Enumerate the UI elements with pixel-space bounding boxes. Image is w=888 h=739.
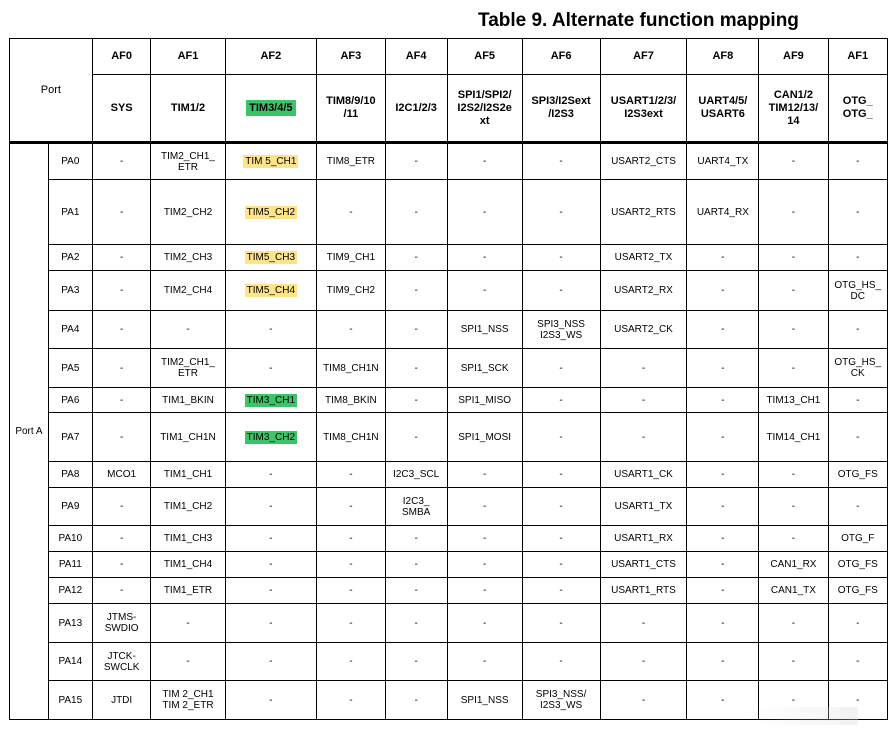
function-cell: USART2_CTS [600, 143, 687, 180]
function-cell: - [317, 643, 385, 681]
function-cell: OTG_HS_ DC [828, 271, 887, 311]
function-cell: USART2_RTS [600, 180, 687, 245]
highlighted-function: TIM3_CH2 [246, 431, 296, 443]
table-row [10, 462, 888, 488]
function-cell: - [759, 245, 828, 271]
function-cell: - [522, 604, 600, 643]
function-cell: CAN1_RX [759, 552, 828, 578]
function-cell: - [522, 552, 600, 578]
function-cell [225, 271, 317, 311]
table-row [10, 578, 888, 604]
function-cell: - [828, 681, 887, 720]
function-cell: - [600, 388, 687, 413]
function-cell: - [687, 271, 759, 311]
port-group-label: Port A [10, 143, 49, 720]
table-row [10, 388, 888, 413]
function-cell: USART1_CTS [600, 552, 687, 578]
function-cell: - [385, 311, 447, 349]
function-cell [225, 245, 317, 271]
alternate-function-table [9, 38, 888, 720]
af-header: AF3 [317, 39, 385, 75]
pin-name: PA0 [48, 143, 92, 180]
table-title: Table 9. Alternate function mapping [478, 10, 799, 31]
function-cell: USART2_TX [600, 245, 687, 271]
function-cell: TIM13_CH1 [759, 388, 828, 413]
af-header: AF4 [385, 39, 447, 75]
function-cell: - [317, 311, 385, 349]
function-cell: - [759, 681, 828, 720]
function-cell: TIM1_ETR [151, 578, 225, 604]
function-cell: TIM2_CH2 [151, 180, 225, 245]
function-cell: - [92, 578, 151, 604]
function-cell: - [385, 643, 447, 681]
function-cell: JTMS- SWDIO [92, 604, 151, 643]
function-cell: - [92, 271, 151, 311]
function-cell: - [447, 578, 522, 604]
table-row [10, 488, 888, 526]
function-cell: - [225, 526, 317, 552]
af-function-header: CAN1/2 TIM12/13/ 14 [759, 75, 828, 143]
function-cell: - [687, 349, 759, 388]
function-cell: - [317, 180, 385, 245]
table-row [10, 143, 888, 180]
function-cell: - [385, 180, 447, 245]
function-cell: - [522, 462, 600, 488]
function-cell: - [447, 526, 522, 552]
function-cell: TIM1_CH1 [151, 462, 225, 488]
function-cell: - [687, 604, 759, 643]
function-cell: - [225, 681, 317, 720]
function-cell: - [828, 643, 887, 681]
af-function-header: TIM8/9/10 /11 [317, 75, 385, 143]
function-cell: I2C3_SCL [385, 462, 447, 488]
af-function-header: SPI3/I2Sext /I2S3 [522, 75, 600, 143]
function-cell: - [687, 413, 759, 462]
function-cell: TIM9_CH2 [317, 271, 385, 311]
af-function-header [225, 75, 317, 143]
af-function-header: USART1/2/3/ I2S3ext [600, 75, 687, 143]
function-cell: TIM8_CH1N [317, 413, 385, 462]
function-cell: - [225, 311, 317, 349]
table-row [10, 413, 888, 462]
function-cell: - [92, 245, 151, 271]
function-cell: - [600, 413, 687, 462]
function-cell: - [447, 271, 522, 311]
function-cell: - [317, 604, 385, 643]
function-cell: - [317, 681, 385, 720]
af-function-header: TIM1/2 [151, 75, 225, 143]
table-row [10, 271, 888, 311]
pin-name: PA12 [48, 578, 92, 604]
function-cell: - [92, 388, 151, 413]
function-cell: - [385, 388, 447, 413]
function-cell: - [828, 604, 887, 643]
function-cell: - [759, 311, 828, 349]
function-cell: - [225, 488, 317, 526]
function-cell: SPI1_SCK [447, 349, 522, 388]
function-cell: TIM1_CH1N [151, 413, 225, 462]
function-cell: - [385, 413, 447, 462]
function-cell: TIM2_CH1_ ETR [151, 349, 225, 388]
function-cell: - [385, 271, 447, 311]
function-cell: - [151, 643, 225, 681]
function-cell: USART1_CK [600, 462, 687, 488]
function-cell: - [522, 245, 600, 271]
function-cell: - [759, 462, 828, 488]
function-cell: - [317, 488, 385, 526]
function-cell: TIM2_CH3 [151, 245, 225, 271]
highlighted-function: TIM 5_CH1 [245, 156, 297, 167]
function-cell: TIM8_BKIN [317, 388, 385, 413]
function-cell: TIM 2_CH1 TIM 2_ETR [151, 681, 225, 720]
function-cell: - [225, 462, 317, 488]
function-cell: - [828, 413, 887, 462]
function-cell: SPI1_MOSI [447, 413, 522, 462]
function-cell: - [385, 245, 447, 271]
function-cell: - [447, 143, 522, 180]
function-cell: - [92, 526, 151, 552]
function-cell: - [522, 526, 600, 552]
function-cell: - [522, 643, 600, 681]
highlighted-function: TIM3_CH1 [246, 394, 296, 406]
function-cell: - [447, 488, 522, 526]
function-cell: OTG_FS [828, 578, 887, 604]
pin-name: PA5 [48, 349, 92, 388]
function-cell: - [225, 552, 317, 578]
function-cell [225, 413, 317, 462]
pin-name: PA15 [48, 681, 92, 720]
function-cell: USART2_RX [600, 271, 687, 311]
af-header: AF2 [225, 39, 317, 75]
function-cell: - [828, 388, 887, 413]
af-header: AF9 [759, 39, 828, 75]
function-cell: OTG_F [828, 526, 887, 552]
function-cell: - [385, 604, 447, 643]
function-cell: - [828, 143, 887, 180]
function-cell: - [759, 143, 828, 180]
function-cell: - [828, 180, 887, 245]
function-cell [225, 388, 317, 413]
function-cell: - [447, 604, 522, 643]
function-cell: - [447, 462, 522, 488]
function-cell: TIM8_CH1N [317, 349, 385, 388]
af-header: AF0 [92, 39, 151, 75]
function-cell [225, 143, 317, 180]
function-cell: - [385, 552, 447, 578]
function-cell [225, 180, 317, 245]
af-function-header: I2C1/2/3 [385, 75, 447, 143]
pin-name: PA7 [48, 413, 92, 462]
function-cell: USART1_RTS [600, 578, 687, 604]
function-cell: - [447, 643, 522, 681]
function-cell: - [385, 526, 447, 552]
af-function-header: UART4/5/ USART6 [687, 75, 759, 143]
function-cell: USART1_TX [600, 488, 687, 526]
table-row [10, 552, 888, 578]
table-row [10, 643, 888, 681]
function-cell: - [522, 349, 600, 388]
function-cell: - [92, 413, 151, 462]
function-cell: TIM1_CH2 [151, 488, 225, 526]
function-cell: SPI1_MISO [447, 388, 522, 413]
function-cell: - [687, 388, 759, 413]
function-cell: - [317, 526, 385, 552]
function-cell: - [522, 271, 600, 311]
function-cell: - [687, 578, 759, 604]
function-cell: - [385, 143, 447, 180]
function-cell: - [92, 552, 151, 578]
table-row [10, 311, 888, 349]
function-cell: - [225, 349, 317, 388]
function-cell: USART2_CK [600, 311, 687, 349]
function-cell: SPI1_NSS [447, 681, 522, 720]
function-cell: OTG_FS [828, 552, 887, 578]
function-cell: - [522, 413, 600, 462]
pin-name: PA14 [48, 643, 92, 681]
function-cell: - [600, 349, 687, 388]
function-cell: - [759, 526, 828, 552]
function-cell: - [759, 180, 828, 245]
function-cell: - [687, 552, 759, 578]
function-cell: - [828, 245, 887, 271]
af-header: AF5 [447, 39, 522, 75]
function-cell: TIM2_CH1_ ETR [151, 143, 225, 180]
function-cell: - [687, 488, 759, 526]
function-cell: - [600, 604, 687, 643]
highlighted-function: TIM5_CH4 [246, 285, 296, 296]
function-cell: - [92, 349, 151, 388]
function-cell: JTCK- SWCLK [92, 643, 151, 681]
function-cell: - [385, 578, 447, 604]
function-cell: - [225, 643, 317, 681]
function-cell: CAN1_TX [759, 578, 828, 604]
function-cell: SPI3_NSS/ I2S3_WS [522, 681, 600, 720]
pin-name: PA6 [48, 388, 92, 413]
function-cell: - [317, 552, 385, 578]
function-cell: - [151, 604, 225, 643]
highlighted-function: TIM5_CH3 [246, 252, 296, 263]
function-cell: - [687, 311, 759, 349]
function-cell: - [759, 349, 828, 388]
pin-name: PA2 [48, 245, 92, 271]
function-cell: OTG_FS [828, 462, 887, 488]
highlighted-function: TIM5_CH2 [246, 206, 296, 218]
function-cell: - [92, 311, 151, 349]
function-cell: SPI1_NSS [447, 311, 522, 349]
table-row [10, 349, 888, 388]
af-function-header: SPI1/SPI2/ I2S2/I2S2e xt [447, 75, 522, 143]
table-row [10, 180, 888, 245]
function-cell: - [687, 462, 759, 488]
function-cell: - [759, 488, 828, 526]
function-cell: - [317, 578, 385, 604]
pin-name: PA1 [48, 180, 92, 245]
function-cell: - [385, 349, 447, 388]
table-row [10, 526, 888, 552]
function-cell: - [600, 681, 687, 720]
function-cell: - [385, 681, 447, 720]
af-header: AF8 [687, 39, 759, 75]
function-cell: - [522, 578, 600, 604]
function-cell: - [447, 552, 522, 578]
af-header: AF7 [600, 39, 687, 75]
function-cell: - [317, 462, 385, 488]
function-cell: - [828, 311, 887, 349]
pin-name: PA13 [48, 604, 92, 643]
function-cell: I2C3_ SMBA [385, 488, 447, 526]
pin-name: PA4 [48, 311, 92, 349]
af-header: AF1 [151, 39, 225, 75]
table-row [10, 604, 888, 643]
function-cell: - [828, 488, 887, 526]
function-cell: SPI3_NSS I2S3_WS [522, 311, 600, 349]
function-cell: TIM9_CH1 [317, 245, 385, 271]
highlighted-header-text: TIM3/4/5 [246, 100, 295, 116]
port-header: Port [10, 39, 93, 143]
function-cell: TIM14_CH1 [759, 413, 828, 462]
function-cell: TIM8_ETR [317, 143, 385, 180]
watermark [748, 707, 858, 725]
function-cell: - [687, 245, 759, 271]
function-cell: - [522, 388, 600, 413]
function-cell: - [687, 526, 759, 552]
pin-name: PA10 [48, 526, 92, 552]
pin-name: PA11 [48, 552, 92, 578]
function-cell: - [92, 488, 151, 526]
function-cell: OTG_HS_ CK [828, 349, 887, 388]
af-header: AF6 [522, 39, 600, 75]
af-function-header: SYS [92, 75, 151, 143]
function-cell: - [687, 681, 759, 720]
function-cell: - [225, 578, 317, 604]
function-cell: - [522, 488, 600, 526]
function-cell: - [92, 143, 151, 180]
function-cell: TIM1_CH4 [151, 552, 225, 578]
function-cell: UART4_TX [687, 143, 759, 180]
function-cell: - [225, 604, 317, 643]
af-function-header: OTG_ OTG_ [828, 75, 887, 143]
function-cell: - [151, 311, 225, 349]
pin-name: PA8 [48, 462, 92, 488]
function-cell: - [759, 604, 828, 643]
af-header: AF1 [828, 39, 887, 75]
function-cell: - [522, 180, 600, 245]
function-cell: - [447, 180, 522, 245]
function-cell: TIM1_BKIN [151, 388, 225, 413]
table-row [10, 245, 888, 271]
function-cell: TIM2_CH4 [151, 271, 225, 311]
function-cell: - [92, 180, 151, 245]
function-cell: MCO1 [92, 462, 151, 488]
function-cell: JTDI [92, 681, 151, 720]
function-cell: - [759, 271, 828, 311]
function-cell: - [522, 143, 600, 180]
function-cell: - [600, 643, 687, 681]
function-cell: - [687, 643, 759, 681]
pin-name: PA3 [48, 271, 92, 311]
function-cell: - [759, 643, 828, 681]
function-cell: UART4_RX [687, 180, 759, 245]
function-cell: TIM1_CH3 [151, 526, 225, 552]
function-cell: - [447, 245, 522, 271]
function-cell: USART1_RX [600, 526, 687, 552]
pin-name: PA9 [48, 488, 92, 526]
